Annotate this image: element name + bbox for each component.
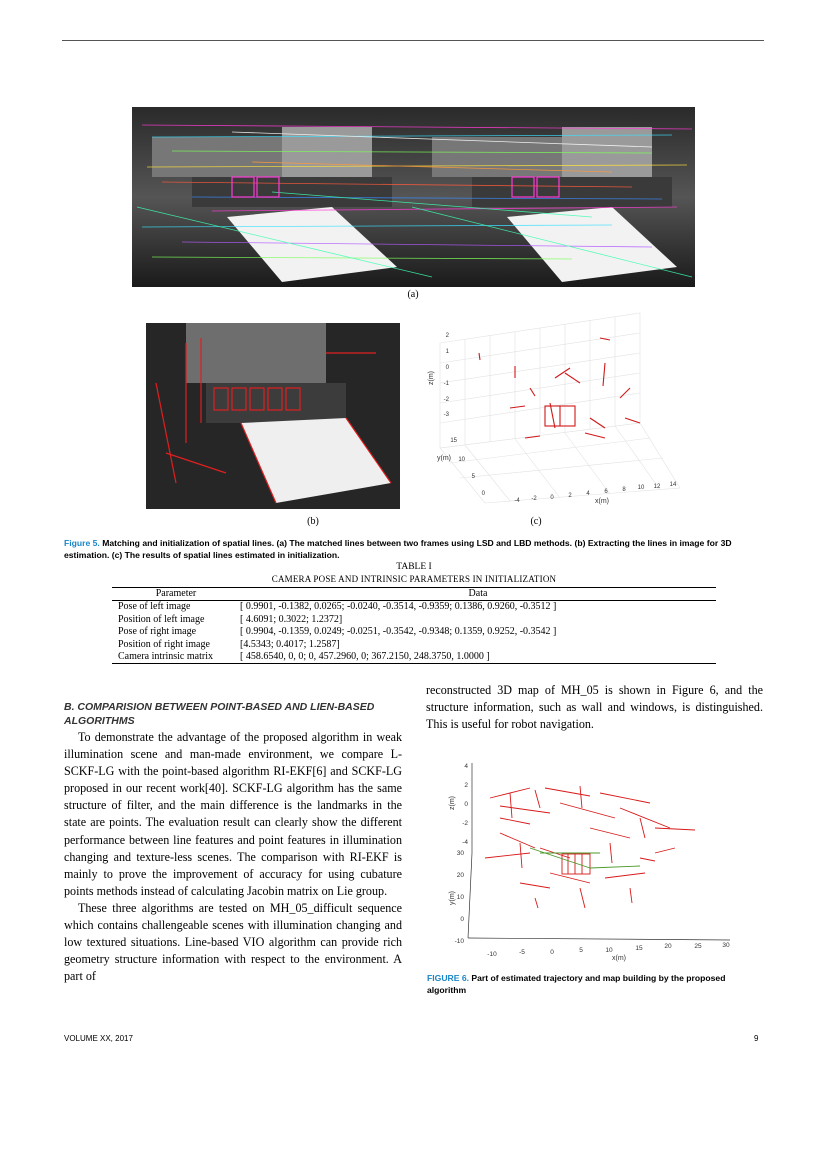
plot-c-x-tick: 0 bbox=[550, 495, 554, 501]
plot-c-x-label: x(m) bbox=[595, 498, 609, 505]
table-header-cell: Parameter bbox=[112, 588, 240, 601]
paragraph-3: reconstructed 3D map of MH_05 is shown in Figure 6, and the structure information, such as wall and windows, is distinguished. This is useful for robot navigation. bbox=[426, 683, 763, 732]
table-subtitle: CAMERA POSE AND INTRINSIC PARAMETERS IN INITIALIZATION bbox=[271, 574, 557, 584]
figure-5a-label: (a) bbox=[407, 289, 419, 300]
plot-c-z-tick: 1 bbox=[445, 349, 449, 355]
fig6-z-tick: -4 bbox=[462, 839, 468, 846]
plot-c-y-label: y(m) bbox=[437, 455, 451, 462]
plot-c-x-tick: 2 bbox=[568, 493, 572, 499]
fig6-x-label: x(m) bbox=[612, 955, 626, 962]
figure-5c-graphic bbox=[415, 308, 685, 510]
table-cell: Position of left image bbox=[118, 613, 205, 625]
plot-c-z-tick: -3 bbox=[443, 412, 449, 418]
fig6-y-tick: 0 bbox=[460, 916, 464, 923]
fig6-y-tick: 20 bbox=[456, 872, 464, 879]
plot-c-x-tick: -2 bbox=[531, 496, 537, 502]
table-cell: Pose of right image bbox=[118, 626, 197, 638]
figure-6-caption bbox=[427, 973, 757, 996]
footer-page-number: 9 bbox=[754, 1034, 759, 1043]
fig6-x-tick: 5 bbox=[579, 947, 583, 954]
figure-5-caption-text: Matching and initialization of spatial lines. (a) The matched lines between two frames using LSD and LBD methods. (b) Extracting the lines in image for 3D estimation. (c) The results of spatial lines estimated in initialization. bbox=[64, 538, 732, 560]
plot-c-x-tick: 10 bbox=[637, 485, 645, 491]
table-row bbox=[112, 626, 716, 638]
plot-c-z-tick: 2 bbox=[445, 333, 449, 339]
table-row bbox=[112, 614, 716, 626]
footer-volume: VOLUME XX, 2017 bbox=[64, 1034, 133, 1043]
plot-c-x-tick: 8 bbox=[622, 487, 626, 493]
fig6-x-tick: 0 bbox=[550, 949, 554, 956]
table-row bbox=[112, 639, 716, 651]
fig6-z-tick: -2 bbox=[462, 820, 468, 827]
section-heading: B. COMPARISION BETWEEN POINT-BASED AND LIEN-BASED ALGORITHMS bbox=[64, 701, 375, 727]
figure-5c-plot bbox=[415, 308, 685, 510]
figure-6-caption-text: Part of estimated trajectory and map building by the proposed algorithm bbox=[427, 973, 726, 995]
table-cell: [ 0.9904, -0.1359, 0.0249; -0.0251, -0.3542, -0.9348; 0.1359, 0.9252, -0.3542 ] bbox=[240, 626, 557, 638]
plot-c-y-tick: 10 bbox=[458, 457, 465, 463]
figure-6-plot bbox=[440, 758, 740, 963]
figure-5-caption-label: Figure 5. bbox=[64, 538, 100, 548]
figure-5-caption bbox=[64, 538, 764, 561]
table-cell: [ 458.6540, 0, 0; 0, 457.2960, 0; 367.2150, 248.3750, 1.0000 ] bbox=[240, 651, 716, 664]
figure-6-caption-label: FIGURE 6. bbox=[427, 973, 470, 983]
table-header-cell: Data bbox=[240, 588, 716, 601]
plot-c-x-tick: 12 bbox=[653, 484, 661, 490]
fig6-y-label: y(m) bbox=[449, 891, 456, 905]
plot-c-x-tick: -4 bbox=[514, 498, 520, 504]
header-rule bbox=[62, 40, 764, 41]
table-row bbox=[112, 601, 716, 614]
fig6-x-tick: 30 bbox=[722, 942, 730, 949]
fig6-z-tick: 2 bbox=[464, 782, 468, 789]
table-cell: Camera intrinsic matrix bbox=[112, 651, 240, 664]
table-title: TABLE I bbox=[396, 562, 432, 572]
figure-5b-graphic bbox=[146, 323, 400, 509]
fig6-x-tick: -10 bbox=[487, 951, 497, 958]
plot-c-y-tick: 0 bbox=[481, 491, 485, 497]
figure-5b-label: (b) bbox=[307, 516, 319, 527]
fig6-z-label: z(m) bbox=[449, 796, 456, 810]
fig6-z-tick: 0 bbox=[464, 801, 468, 808]
table-cell: [4.5343; 0.4017; 1.2587] bbox=[240, 638, 340, 650]
left-column-text bbox=[64, 729, 402, 985]
figure-5a-graphic bbox=[132, 107, 695, 287]
fig6-y-tick: 30 bbox=[456, 850, 464, 857]
paragraph-1: To demonstrate the advantage of the proposed algorithm in weak illumination scene and man-made environment, we compare L-SCKF-LG with the point-based algorithm RI-EKF[6] and SCKF-LG proposed in our recent work[40]. SCKF-LG algorithm has the same structure of filter, and the main difference is the landmarks in the state are points. The evaluation result can clearly show the different performance between line features and point features in illumination changing and texture-less scenes. The comparison with RI-EKF is mainly to prove the improvement of accuracy for using cubature points methods instead of calculating Jacobin matrix on Lie group. bbox=[64, 730, 402, 898]
fig6-y-tick: -10 bbox=[454, 938, 464, 945]
plot-c-y-tick: 5 bbox=[471, 474, 475, 480]
plot-c-z-tick: -2 bbox=[443, 397, 449, 403]
fig6-x-tick: -5 bbox=[519, 949, 525, 956]
fig6-y-tick: 10 bbox=[456, 894, 464, 901]
paragraph-2: These three algorithms are tested on MH_05_difficult sequence which contains challengeable scenes with illumination changing and low textured situations. Line-based VIO algorithm can provide rich geometry structure information with respect to the environment. A part of bbox=[64, 900, 402, 984]
table-cell: [ 4.6091; 0.3022; 1.2372] bbox=[240, 613, 343, 625]
figure-5b-image bbox=[146, 323, 400, 509]
table-cell: Position of right image bbox=[118, 638, 210, 650]
parameters-table bbox=[112, 587, 716, 664]
fig6-x-tick: 15 bbox=[635, 945, 643, 952]
figure-6-graphic bbox=[440, 758, 740, 963]
fig6-x-tick: 20 bbox=[664, 943, 672, 950]
figure-5c-label: (c) bbox=[530, 516, 542, 527]
plot-c-z-tick: 0 bbox=[445, 365, 449, 371]
table-header-row bbox=[112, 588, 716, 601]
fig6-x-tick: 10 bbox=[605, 947, 613, 954]
table-row bbox=[112, 651, 716, 664]
table-cell: [ 0.9901, -0.1382, 0.0265; -0.0240, -0.3514, -0.9359; 0.1386, 0.9260, -0.3512 ] bbox=[240, 601, 557, 613]
right-column-text bbox=[426, 682, 763, 733]
plot-c-z-tick: -1 bbox=[443, 381, 449, 387]
figure-5a-image bbox=[132, 107, 695, 287]
fig6-x-tick: 25 bbox=[694, 943, 702, 950]
plot-c-z-label: z(m) bbox=[428, 371, 435, 385]
plot-c-x-tick: 6 bbox=[604, 489, 608, 495]
plot-c-y-tick: 15 bbox=[450, 438, 457, 444]
plot-c-x-tick: 4 bbox=[586, 491, 590, 497]
plot-c-x-tick: 14 bbox=[669, 482, 677, 488]
fig6-z-tick: 4 bbox=[464, 763, 468, 770]
table-cell: Pose of left image bbox=[118, 601, 191, 613]
